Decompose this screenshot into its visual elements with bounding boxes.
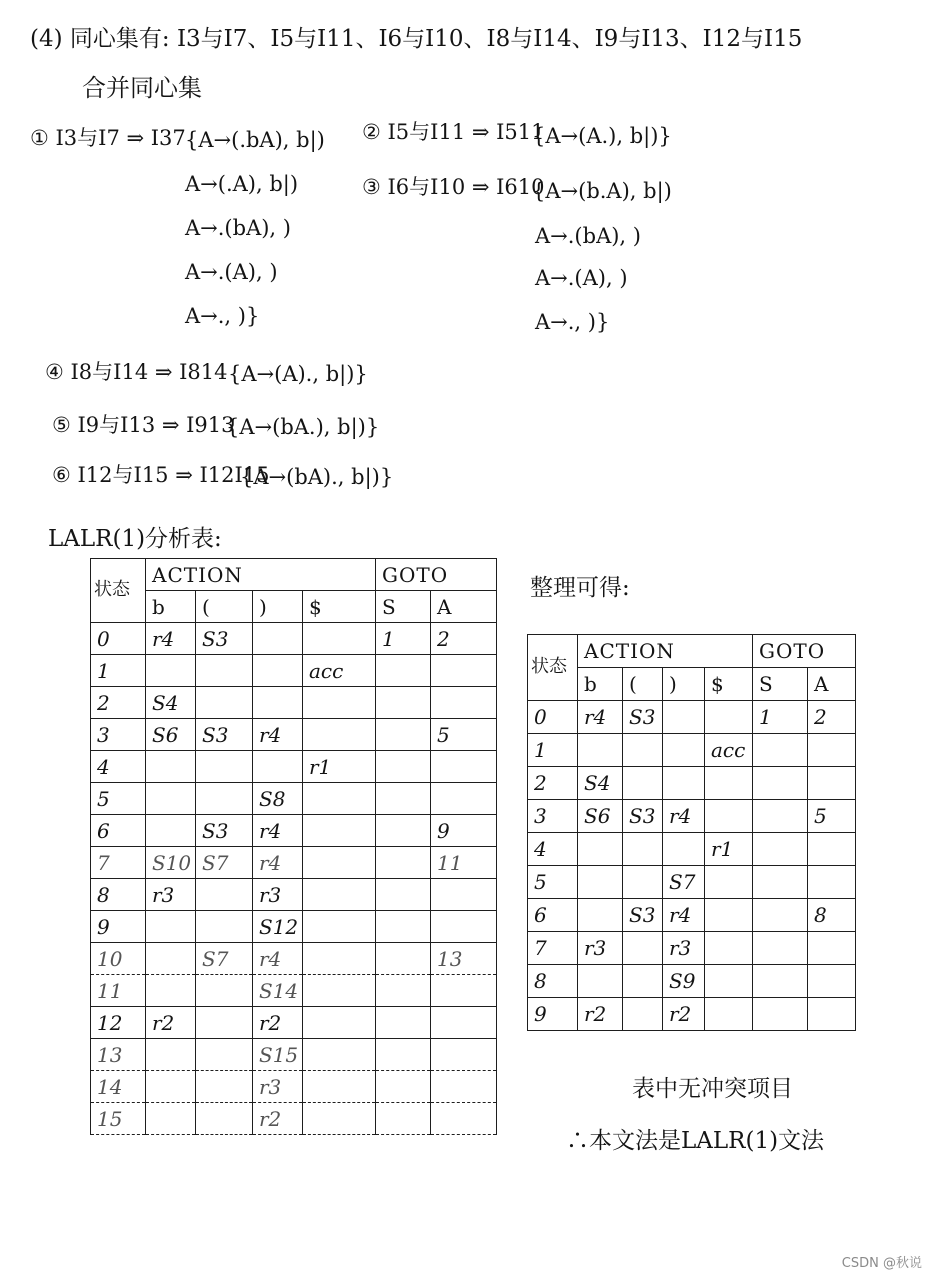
table-cell: r2 — [663, 998, 705, 1031]
table-cell — [431, 879, 497, 911]
table-cell — [376, 1071, 431, 1103]
table-cell — [623, 932, 663, 965]
table-cell: r4 — [253, 847, 303, 879]
state-cell: 9 — [528, 998, 578, 1031]
state-cell: 6 — [528, 899, 578, 932]
table-row — [91, 975, 497, 1007]
table-cell — [578, 833, 623, 866]
table-cell — [376, 1039, 431, 1071]
table-cell: S7 — [196, 943, 253, 975]
table-row — [528, 833, 856, 866]
table-cell — [146, 815, 196, 847]
table-cell — [376, 751, 431, 783]
table-cell — [303, 815, 376, 847]
table-cell: S6 — [578, 800, 623, 833]
column-header: b — [578, 668, 623, 701]
state-cell: 10 — [91, 943, 146, 975]
table-cell — [623, 866, 663, 899]
table-cell — [623, 998, 663, 1031]
table-cell — [146, 655, 196, 687]
table-cell: r1 — [303, 751, 376, 783]
goto-header: GOTO — [376, 559, 497, 591]
table-cell: r2 — [253, 1007, 303, 1039]
table-cell: r4 — [663, 899, 705, 932]
table-cell — [376, 783, 431, 815]
table-cell: S3 — [623, 701, 663, 734]
table-cell — [705, 932, 753, 965]
column-header: ) — [663, 668, 705, 701]
lalr-parse-table — [90, 558, 497, 1135]
table-cell — [753, 998, 808, 1031]
table-cell: r4 — [253, 815, 303, 847]
table-cell: S6 — [146, 719, 196, 751]
table-cell — [146, 975, 196, 1007]
table-cell — [146, 943, 196, 975]
set-1-item: A→(.A), b|) — [185, 172, 299, 196]
table-cell — [196, 751, 253, 783]
state-cell: 8 — [528, 965, 578, 998]
set-5-item: {A→(bA.), b|)} — [226, 415, 380, 439]
table-row — [91, 623, 497, 655]
set-1-item: A→.(bA), ) — [185, 216, 291, 240]
table-cell — [753, 866, 808, 899]
table-cell — [196, 1007, 253, 1039]
table-cell — [146, 1103, 196, 1135]
table-cell — [303, 783, 376, 815]
table-row — [528, 701, 856, 734]
table-cell — [376, 1103, 431, 1135]
table-cell — [431, 751, 497, 783]
table-cell: r3 — [663, 932, 705, 965]
table-cell — [253, 687, 303, 719]
state-cell: 0 — [528, 701, 578, 734]
column-header: ( — [623, 668, 663, 701]
set-4-label: ④ I8与I14 ⇒ I814 — [45, 360, 228, 384]
table-cell: 1 — [753, 701, 808, 734]
column-header: $ — [705, 668, 753, 701]
table-cell: r2 — [146, 1007, 196, 1039]
table-cell: r1 — [705, 833, 753, 866]
table-cell — [303, 719, 376, 751]
set-2-item: {A→(A.), b|)} — [532, 124, 672, 148]
table-cell — [303, 847, 376, 879]
concentric-sets-heading: (4) 同心集有: I3与I7、I5与I11、I6与I10、I8与I14、I9与I13、I12与I15 — [30, 26, 803, 52]
table-cell — [376, 943, 431, 975]
table-cell — [303, 1007, 376, 1039]
table-cell — [146, 751, 196, 783]
table-cell: S3 — [623, 800, 663, 833]
table-cell: S3 — [623, 899, 663, 932]
table-cell — [376, 847, 431, 879]
table-cell — [376, 975, 431, 1007]
table-cell: r3 — [578, 932, 623, 965]
state-cell: 6 — [91, 815, 146, 847]
table-cell: S10 — [146, 847, 196, 879]
table-cell — [753, 734, 808, 767]
table-row — [91, 943, 497, 975]
table-cell — [663, 767, 705, 800]
table-cell: S3 — [196, 815, 253, 847]
state-cell: 14 — [91, 1071, 146, 1103]
set-1-label: ① I3与I7 ⇒ I37 — [30, 126, 186, 150]
table-cell: r4 — [578, 701, 623, 734]
set-3-label: ③ I6与I10 ⇒ I610 — [362, 175, 545, 199]
table-cell — [303, 1103, 376, 1135]
table-cell — [146, 911, 196, 943]
table-cell — [303, 1071, 376, 1103]
watermark: CSDN @秋说 — [841, 1256, 922, 1271]
state-cell: 11 — [91, 975, 146, 1007]
table-row — [528, 965, 856, 998]
no-conflict-note: 表中无冲突项目 — [632, 1076, 793, 1102]
table-cell — [431, 655, 497, 687]
table-cell — [753, 899, 808, 932]
table-cell: S4 — [146, 687, 196, 719]
table-cell — [196, 783, 253, 815]
state-cell: 2 — [528, 767, 578, 800]
table-cell — [753, 965, 808, 998]
table-cell — [376, 879, 431, 911]
table-cell — [196, 687, 253, 719]
table-row — [91, 687, 497, 719]
table-cell: r2 — [253, 1103, 303, 1135]
table-cell — [303, 975, 376, 1007]
table-cell: 8 — [808, 899, 856, 932]
table-cell — [253, 655, 303, 687]
table-cell: 2 — [431, 623, 497, 655]
table-cell — [196, 1103, 253, 1135]
table-cell — [146, 1039, 196, 1071]
table-cell: S7 — [663, 866, 705, 899]
table-row — [91, 1071, 497, 1103]
table-cell — [705, 866, 753, 899]
table-cell — [663, 734, 705, 767]
table-cell — [431, 1039, 497, 1071]
table-row — [91, 815, 497, 847]
state-cell: 3 — [91, 719, 146, 751]
state-cell: 0 — [91, 623, 146, 655]
column-header: A — [431, 591, 497, 623]
table-cell: S8 — [253, 783, 303, 815]
table-cell: S15 — [253, 1039, 303, 1071]
table-cell — [705, 800, 753, 833]
table-cell — [376, 1007, 431, 1039]
table-cell — [753, 800, 808, 833]
column-header: A — [808, 668, 856, 701]
table-cell — [196, 1039, 253, 1071]
table-cell: r3 — [253, 879, 303, 911]
table-cell — [196, 879, 253, 911]
table-row — [91, 847, 497, 879]
table-cell — [196, 975, 253, 1007]
state-cell: 9 — [91, 911, 146, 943]
set-1-item: A→.(A), ) — [185, 260, 278, 284]
table-cell — [431, 687, 497, 719]
table-cell — [808, 932, 856, 965]
set-1-item: {A→(.bA), b|) — [185, 128, 325, 152]
state-cell: 2 — [91, 687, 146, 719]
table-cell: S12 — [253, 911, 303, 943]
table-cell: r4 — [253, 943, 303, 975]
state-cell: 4 — [528, 833, 578, 866]
table-cell: 5 — [431, 719, 497, 751]
table-cell — [808, 734, 856, 767]
table-cell — [196, 911, 253, 943]
table-cell — [578, 965, 623, 998]
table-cell — [146, 783, 196, 815]
table-cell — [808, 965, 856, 998]
table-row — [91, 879, 497, 911]
table-cell — [663, 701, 705, 734]
table-cell — [578, 866, 623, 899]
table-row — [91, 719, 497, 751]
state-header: 状态 — [528, 635, 578, 701]
table-cell — [578, 734, 623, 767]
set-1-item: A→., )} — [185, 304, 260, 328]
table-cell — [705, 998, 753, 1031]
table-cell — [196, 1071, 253, 1103]
state-cell: 15 — [91, 1103, 146, 1135]
table-cell — [303, 911, 376, 943]
table-cell: S9 — [663, 965, 705, 998]
lalr-table-title: LALR(1)分析表: — [48, 526, 222, 552]
table-cell — [705, 965, 753, 998]
table-cell — [303, 687, 376, 719]
table-cell: acc — [303, 655, 376, 687]
column-header: S — [376, 591, 431, 623]
table-cell — [808, 866, 856, 899]
table-cell — [431, 1071, 497, 1103]
set-4-item: {A→(A)., b|)} — [228, 362, 368, 386]
action-header: ACTION — [578, 635, 753, 668]
tidy-title: 整理可得: — [530, 575, 630, 601]
column-header: ) — [253, 591, 303, 623]
state-cell: 1 — [91, 655, 146, 687]
table-row — [91, 1103, 497, 1135]
column-header: b — [146, 591, 196, 623]
table-row — [91, 911, 497, 943]
table-cell: acc — [705, 734, 753, 767]
table-row — [91, 783, 497, 815]
table-cell: r3 — [146, 879, 196, 911]
table-cell — [753, 932, 808, 965]
table-cell — [253, 623, 303, 655]
table-cell — [376, 655, 431, 687]
table-cell: 1 — [376, 623, 431, 655]
table-cell — [578, 899, 623, 932]
table-cell — [623, 767, 663, 800]
table-cell — [623, 833, 663, 866]
table-cell: S7 — [196, 847, 253, 879]
table-cell — [808, 998, 856, 1031]
set-6-label: ⑥ I12与I15 ⇒ I12I15 — [52, 463, 270, 487]
table-row — [528, 866, 856, 899]
state-cell: 12 — [91, 1007, 146, 1039]
table-row — [528, 998, 856, 1031]
table-cell: S4 — [578, 767, 623, 800]
table-cell — [808, 767, 856, 800]
table-cell — [376, 815, 431, 847]
set-5-label: ⑤ I9与I13 ⇒ I913 — [52, 413, 235, 437]
table-row — [528, 734, 856, 767]
table-cell: 5 — [808, 800, 856, 833]
table-cell — [196, 655, 253, 687]
state-cell: 4 — [91, 751, 146, 783]
table-cell: 9 — [431, 815, 497, 847]
table-cell — [431, 911, 497, 943]
state-cell: 1 — [528, 734, 578, 767]
table-cell — [376, 911, 431, 943]
table-row — [91, 751, 497, 783]
table-cell — [253, 751, 303, 783]
table-cell — [303, 943, 376, 975]
state-cell: 5 — [91, 783, 146, 815]
table-row — [528, 800, 856, 833]
column-header: $ — [303, 591, 376, 623]
table-row — [528, 767, 856, 800]
set-6-item: {A→(bA)., b|)} — [240, 465, 394, 489]
action-header: ACTION — [146, 559, 376, 591]
table-cell: 11 — [431, 847, 497, 879]
table-cell: r4 — [146, 623, 196, 655]
table-cell — [663, 833, 705, 866]
table-cell: r2 — [578, 998, 623, 1031]
set-3-item: A→., )} — [535, 310, 610, 334]
table-cell — [705, 701, 753, 734]
table-cell: 2 — [808, 701, 856, 734]
set-3-item: A→.(bA), ) — [535, 224, 641, 248]
tidied-parse-table — [527, 634, 856, 1031]
set-2-label: ② I5与I11 ⇒ I511 — [362, 120, 545, 144]
table-row — [528, 899, 856, 932]
table-cell — [705, 899, 753, 932]
table-cell: S14 — [253, 975, 303, 1007]
state-cell: 7 — [528, 932, 578, 965]
table-cell — [753, 767, 808, 800]
table-cell — [705, 767, 753, 800]
table-cell: r4 — [253, 719, 303, 751]
column-header: ( — [196, 591, 253, 623]
table-row — [91, 655, 497, 687]
table-cell — [146, 1071, 196, 1103]
merge-heading: 合并同心集 — [82, 74, 202, 102]
state-header: 状态 — [91, 559, 146, 623]
table-cell — [431, 975, 497, 1007]
table-cell — [808, 833, 856, 866]
table-cell: r3 — [253, 1071, 303, 1103]
table-cell — [431, 783, 497, 815]
table-cell — [376, 719, 431, 751]
table-cell: S3 — [196, 719, 253, 751]
table-cell — [431, 1007, 497, 1039]
table-cell — [303, 1039, 376, 1071]
state-cell: 7 — [91, 847, 146, 879]
table-cell — [623, 734, 663, 767]
table-row — [91, 1007, 497, 1039]
table-cell — [431, 1103, 497, 1135]
table-cell — [376, 687, 431, 719]
table-cell — [623, 965, 663, 998]
table-row — [528, 932, 856, 965]
table-cell — [303, 879, 376, 911]
state-cell: 8 — [91, 879, 146, 911]
goto-header: GOTO — [753, 635, 856, 668]
set-3-item: {A→(b.A), b|) — [532, 179, 672, 203]
state-cell: 13 — [91, 1039, 146, 1071]
table-cell — [303, 623, 376, 655]
table-cell: r4 — [663, 800, 705, 833]
state-cell: 3 — [528, 800, 578, 833]
lalr-grammar-conclusion: ∴本文法是LALR(1)文法 — [566, 1128, 825, 1154]
table-row — [91, 1039, 497, 1071]
state-cell: 5 — [528, 866, 578, 899]
table-cell: 13 — [431, 943, 497, 975]
table-cell — [753, 833, 808, 866]
table-cell: S3 — [196, 623, 253, 655]
set-3-item: A→.(A), ) — [535, 266, 628, 290]
column-header: S — [753, 668, 808, 701]
